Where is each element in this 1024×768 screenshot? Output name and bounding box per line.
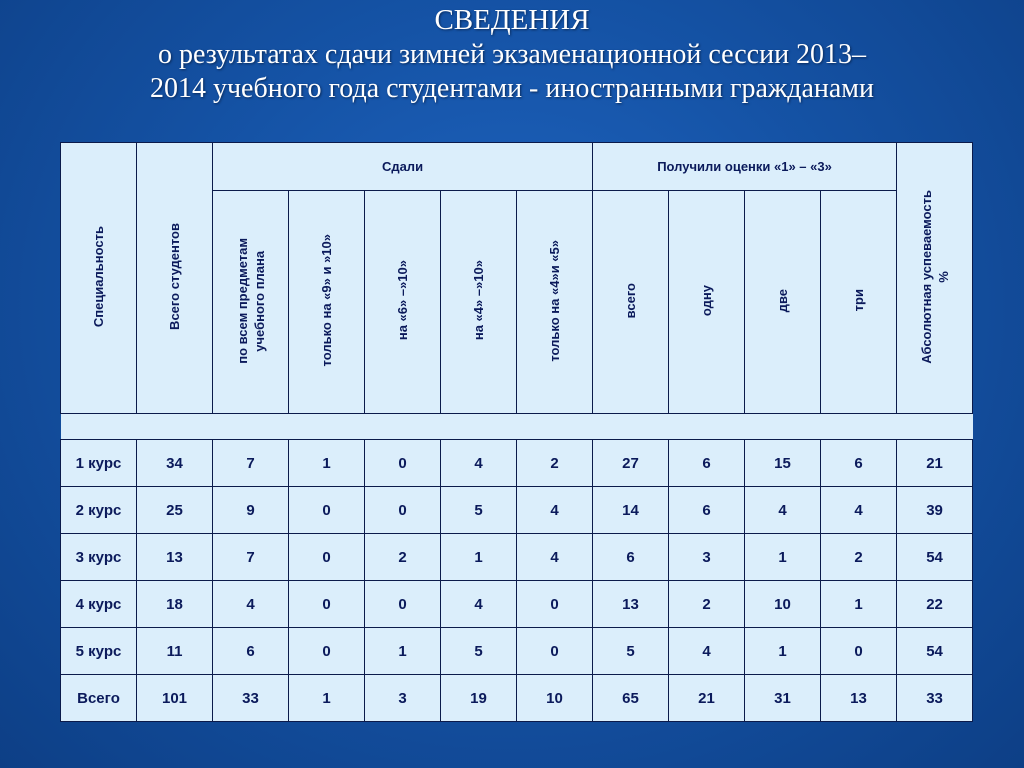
table-row — [61, 534, 973, 581]
header-grades-three: три — [821, 191, 897, 414]
table-cell: 1 — [745, 628, 821, 675]
table-cell: 54 — [897, 534, 973, 581]
table-cell: 2 — [365, 534, 441, 581]
table-cell: 1 — [289, 440, 365, 487]
header-specialty: Специальность — [61, 143, 137, 414]
table-cell: 10 — [745, 581, 821, 628]
table-cell: 0 — [365, 487, 441, 534]
table-cell: 2 — [821, 534, 897, 581]
table-cell: 10 — [517, 675, 593, 722]
table-cell: 1 — [821, 581, 897, 628]
header-passed-4-5: только на «4»и «5» — [517, 191, 593, 414]
table-cell: 6 — [593, 534, 669, 581]
table-cell: 4 — [517, 487, 593, 534]
table-cell: 13 — [821, 675, 897, 722]
table-cell: 0 — [821, 628, 897, 675]
table-cell: 18 — [137, 581, 213, 628]
table-cell: 1 — [289, 675, 365, 722]
header-grades-two: две — [745, 191, 821, 414]
table-cell: 4 — [669, 628, 745, 675]
table-row — [61, 628, 973, 675]
header-passed-group: Сдали — [213, 143, 593, 191]
table-cell: 2 — [517, 440, 593, 487]
table-cell: 13 — [593, 581, 669, 628]
table-cell: 21 — [669, 675, 745, 722]
spacer-row — [61, 414, 973, 440]
header-grades-group: Получили оценки «1» – «3» — [593, 143, 897, 191]
row-label: 4 курс — [61, 581, 137, 628]
table-cell: 4 — [821, 487, 897, 534]
table-cell: 54 — [897, 628, 973, 675]
table-cell: 6 — [821, 440, 897, 487]
header-grades-one: одну — [669, 191, 745, 414]
table-cell: 4 — [213, 581, 289, 628]
table-cell: 65 — [593, 675, 669, 722]
table-cell: 19 — [441, 675, 517, 722]
table-cell: 34 — [137, 440, 213, 487]
table-cell: 4 — [441, 440, 517, 487]
table-cell: 0 — [289, 581, 365, 628]
table-row — [61, 487, 973, 534]
table-cell: 0 — [289, 534, 365, 581]
table-cell: 13 — [137, 534, 213, 581]
table-cell: 6 — [213, 628, 289, 675]
row-label: Всего — [61, 675, 137, 722]
row-label: 5 курс — [61, 628, 137, 675]
table-cell: 5 — [441, 628, 517, 675]
table-cell: 7 — [213, 534, 289, 581]
table-cell: 33 — [213, 675, 289, 722]
table-cell: 3 — [365, 675, 441, 722]
table-row — [61, 675, 973, 722]
table-cell: 31 — [745, 675, 821, 722]
row-label: 2 курс — [61, 487, 137, 534]
table-cell: 15 — [745, 440, 821, 487]
table-cell: 6 — [669, 440, 745, 487]
table-cell: 5 — [441, 487, 517, 534]
table-cell: 22 — [897, 581, 973, 628]
header-abs-success: Абсолютная успеваемость % — [897, 143, 973, 414]
table-cell: 3 — [669, 534, 745, 581]
table-cell: 4 — [745, 487, 821, 534]
table-cell: 5 — [593, 628, 669, 675]
table-cell: 6 — [669, 487, 745, 534]
table-cell: 25 — [137, 487, 213, 534]
table-cell: 4 — [441, 581, 517, 628]
table-cell: 101 — [137, 675, 213, 722]
table-cell: 1 — [441, 534, 517, 581]
table-cell: 39 — [897, 487, 973, 534]
table-cell: 0 — [365, 581, 441, 628]
table-row — [61, 440, 973, 487]
title-line-2: 2014 учебного года студентами - иностранными гражданами — [149, 73, 875, 104]
table-cell: 4 — [517, 534, 593, 581]
results-table — [60, 142, 973, 722]
row-label: 1 курс — [61, 440, 137, 487]
title-main: СВЕДЕНИЯ — [434, 4, 590, 36]
table-cell: 1 — [745, 534, 821, 581]
table-cell: 21 — [897, 440, 973, 487]
table-cell: 2 — [669, 581, 745, 628]
table-cell: 1 — [365, 628, 441, 675]
header-passed-6-10: на «6» –»10» — [365, 191, 441, 414]
table-cell: 9 — [213, 487, 289, 534]
table-cell: 14 — [593, 487, 669, 534]
table-cell: 33 — [897, 675, 973, 722]
table-cell: 0 — [517, 581, 593, 628]
table-cell: 0 — [365, 440, 441, 487]
slide-title — [0, 0, 1024, 106]
table-cell: 7 — [213, 440, 289, 487]
header-passed-9-10: только на «9» и »10» — [289, 191, 365, 414]
header-total-students: Всего студентов — [137, 143, 213, 414]
header-grades-total: всего — [593, 191, 669, 414]
table-cell: 11 — [137, 628, 213, 675]
table-cell: 27 — [593, 440, 669, 487]
row-label: 3 курс — [61, 534, 137, 581]
header-passed-all: по всем предметам учебного плана — [213, 191, 289, 414]
table-row — [61, 581, 973, 628]
table-cell: 0 — [289, 487, 365, 534]
title-line-1: о результатах сдачи зимней экзаменационной сессии 2013– — [157, 39, 867, 70]
header-passed-4-10: на «4» –»10» — [441, 191, 517, 414]
table-cell: 0 — [517, 628, 593, 675]
table-cell: 0 — [289, 628, 365, 675]
